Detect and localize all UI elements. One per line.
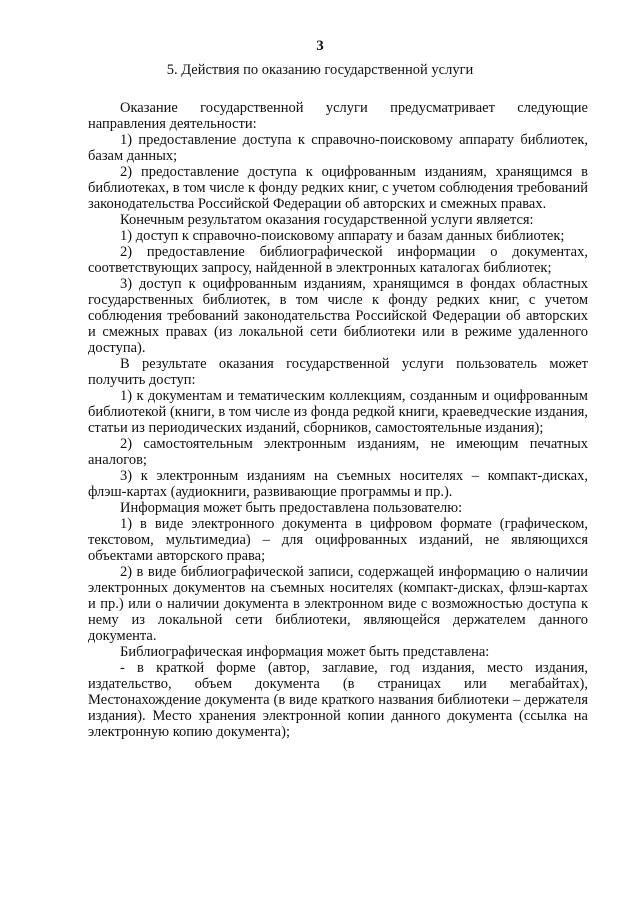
section-heading: 5. Действия по оказанию государственной услуги (166, 62, 474, 78)
paragraph: 1) предоставление доступа к справочно-поисковому аппарату библиотек, базам данных; (88, 132, 588, 164)
paragraph: Конечным результатом оказания государственной услуги является: (120, 212, 534, 228)
paragraph: 3) к электронным изданиям на съемных носителях – компакт-дисках, флэш-картах (аудиокниги, развивающие программы и пр.). (88, 468, 588, 500)
paragraph: 1) доступ к справочно-поисковому аппарату и базам данных библиотек; (120, 228, 565, 244)
paragraph: В результате оказания государственной услуги пользователь может получить доступ: (88, 356, 588, 388)
paragraph: 2) в виде библиографической записи, содержащей информацию о наличии электронных документов на съемных носителях (компакт-дисках, флэш-картах и пр.) или о наличии документа в электронном виде с возможностью доступа к нему из локальной сети библиотеки, являющейся держателем данного документа. (88, 564, 588, 644)
paragraph: 2) самостоятельным электронным изданиям, не имеющим печатных аналогов; (88, 436, 588, 468)
page-number: 3 (316, 38, 324, 54)
paragraph: 3) доступ к оцифрованным изданиям, хранящимся в фондах областных государственных библиотек, в том числе к фонду редких книг, с учетом соблюдения требований законодательства Российской Федерации об авторских и смежных правах (из локальной сети библиотеки или в режиме удаленного доступа). (88, 276, 588, 356)
paragraph: 2) предоставление доступа к оцифрованным изданиям, хранящимся в библиотеках, в том числе к фонду редких книг, с учетом соблюдения требований законодательства Российской Федерации об авторских и смежных правах. (88, 164, 588, 212)
paragraph: 1) к документам и тематическим коллекциям, созданным и оцифрованным библиотекой (книги, в том числе из фонда редкой книги, краеведческие издания, статьи из периодических изданий, сборников, самостоятельные издания); (88, 388, 588, 436)
paragraph: 1) в виде электронного документа в цифровом формате (графическом, текстовом, мультимедиа) – для оцифрованных изданий, не являющихся объектами авторского права; (88, 516, 588, 564)
paragraph: - в краткой форме (автор, заглавие, год издания, место издания, издательство, объем документа (в страницах или мегабайтах), Местонахождение документа (в виде краткого названия библиотеки – держателя издания). Место хранения электронной копии данного документа (ссылка на электронную копию документа); (88, 660, 588, 740)
paragraph: 2) предоставление библиографической информации о документах, соответствующих запросу, найденной в электронных каталогах библиотек; (88, 244, 588, 276)
paragraph: Информация может быть предоставлена пользователю: (120, 500, 463, 516)
paragraph: Библиографическая информация может быть представлена: (120, 644, 490, 660)
document-body (88, 100, 588, 740)
paragraph: Оказание государственной услуги предусматривает следующие направления деятельности: (88, 100, 588, 132)
